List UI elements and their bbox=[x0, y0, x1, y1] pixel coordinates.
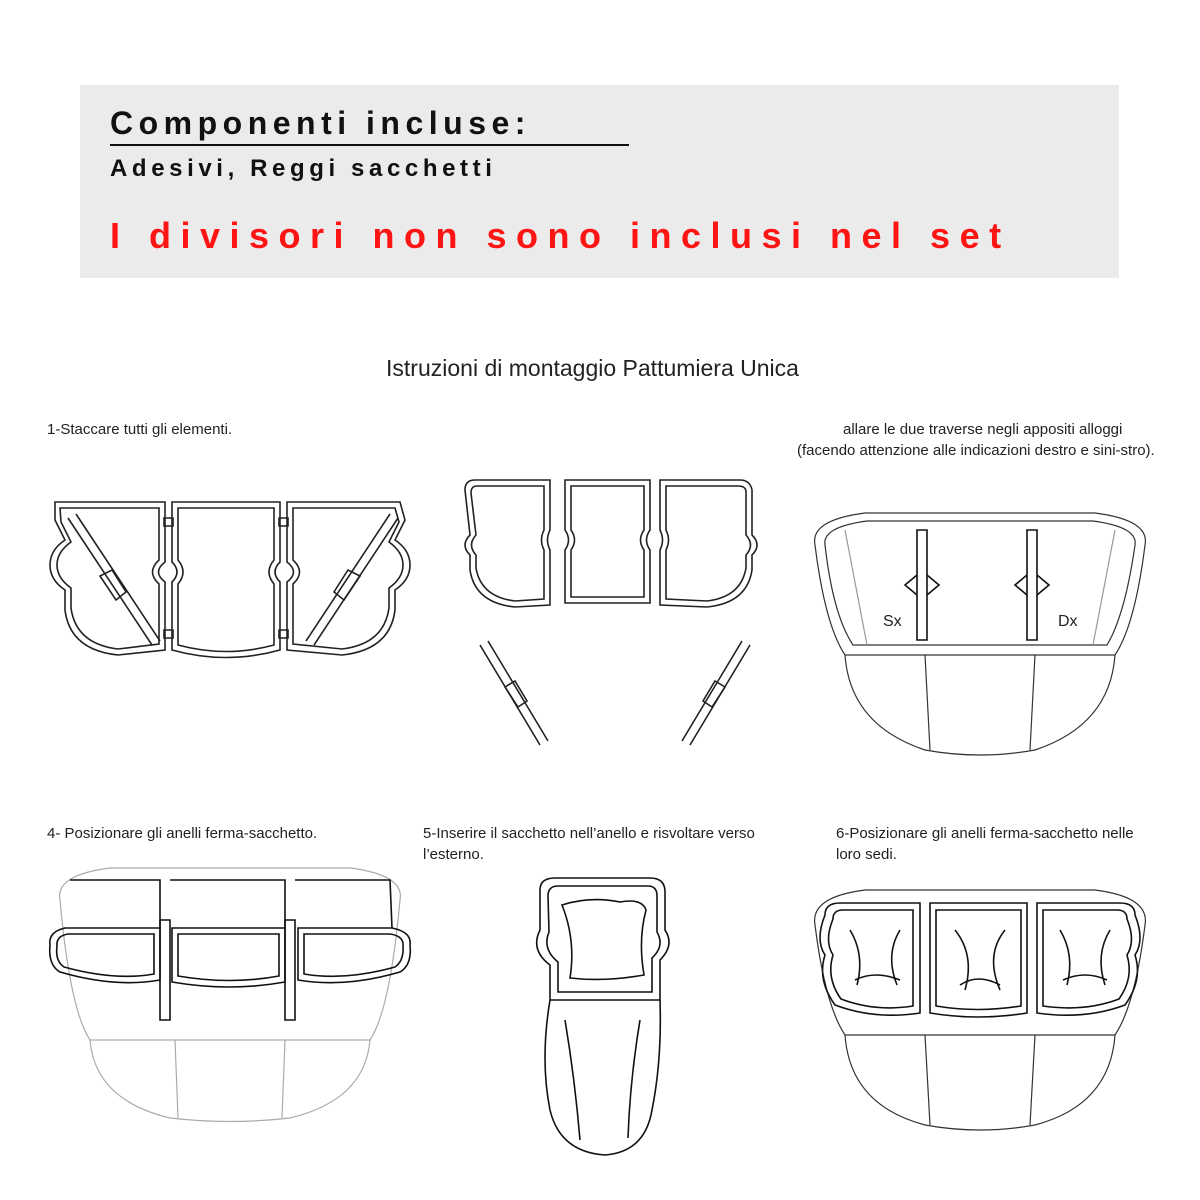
step-1-caption: 1-Staccare tutti gli elementi. bbox=[47, 421, 233, 438]
step-3-caption: allare le due traverse negli appositi alloggi (facendo attenzione alle indicazioni destro e sini-stro). bbox=[797, 421, 1155, 459]
dividers-not-included-warning: I divisori non sono inclusi nel set bbox=[110, 215, 1011, 256]
banner-subtitle: Adesivi, Reggi sacchetti bbox=[110, 155, 497, 182]
figure-step-6-rings-in-seats bbox=[805, 885, 1155, 1135]
right-traverse-label: Dx bbox=[1058, 613, 1078, 630]
step-6-caption: 6-Posizionare gli anelli ferma-sacchetto nelle loro sedi. bbox=[836, 825, 1134, 863]
figure-step-1-frame-assembly bbox=[40, 490, 420, 670]
banner-title: Componenti incluse: bbox=[110, 105, 531, 141]
left-traverse-label: Sx bbox=[883, 613, 902, 630]
step-5-caption: 5-Inserire il sacchetto nell’anello e risvoltare verso l’esterno. bbox=[423, 825, 755, 863]
figure-step-3-bin-with-traverses bbox=[805, 505, 1155, 760]
banner-title-underline bbox=[110, 144, 629, 146]
step-4-caption: 4- Posizionare gli anelli ferma-sacchetto. bbox=[47, 825, 318, 842]
figure-step-5-insert-bag bbox=[520, 870, 680, 1165]
included-components-banner bbox=[80, 85, 1119, 278]
figure-step-2-separated-parts bbox=[455, 475, 775, 765]
page-title: Istruzioni di montaggio Pattumiera Unica bbox=[386, 355, 799, 381]
figure-step-4-position-rings bbox=[40, 860, 420, 1125]
